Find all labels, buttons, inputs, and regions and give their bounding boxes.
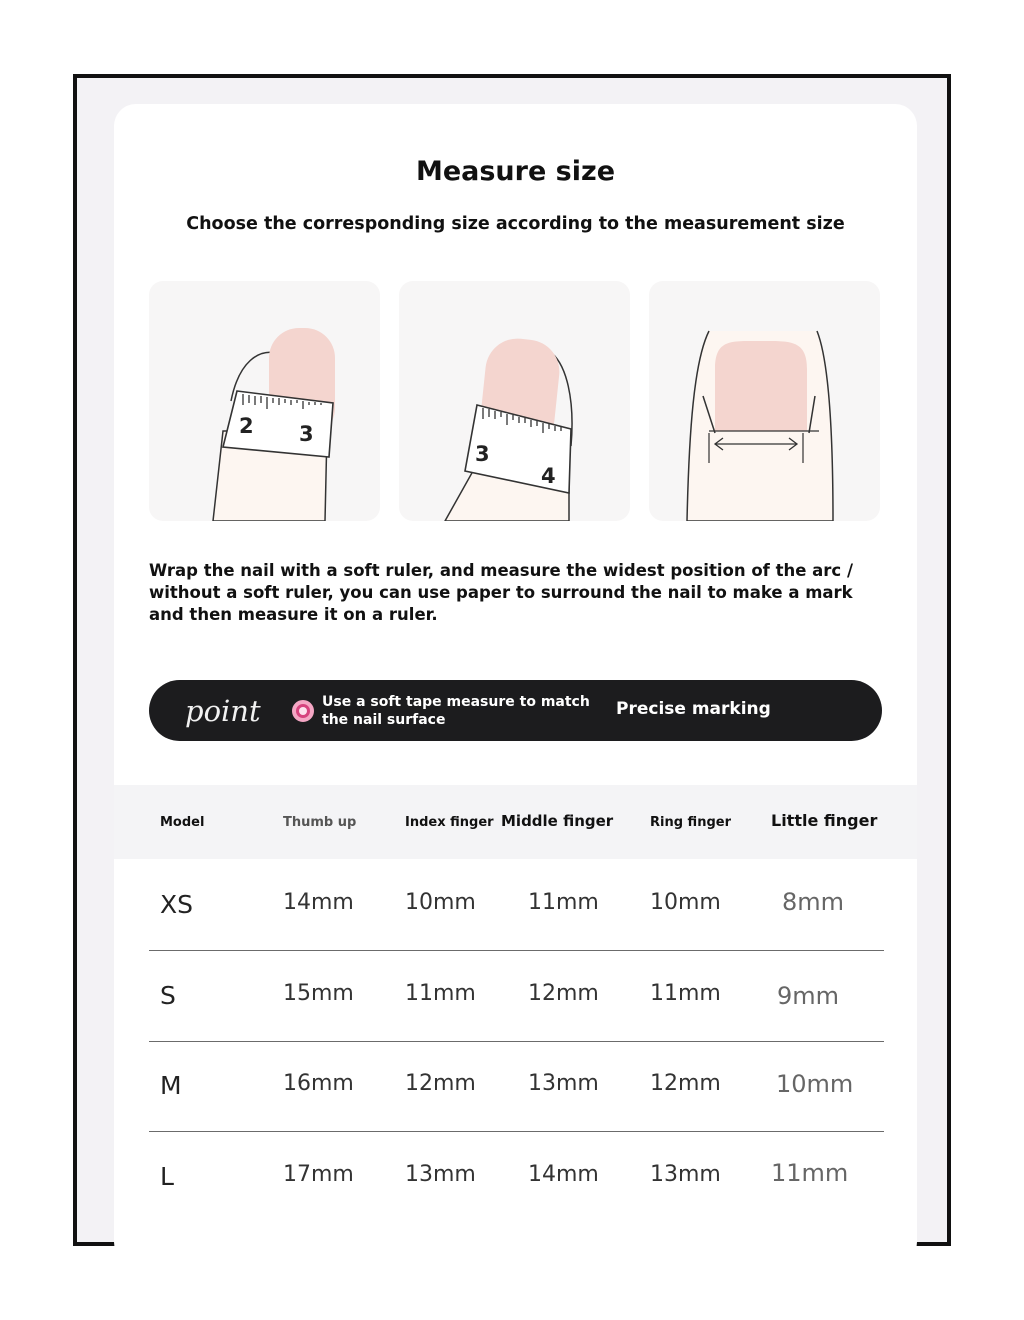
index-value: 12mm <box>405 1071 476 1096</box>
size-guide-card <box>114 104 917 1264</box>
thumb-value: 14mm <box>283 890 354 915</box>
tape-wrapped-finger-icon <box>149 281 380 521</box>
table-row <box>149 1132 884 1222</box>
table-row <box>149 1041 884 1131</box>
size-model: L <box>160 1162 174 1191</box>
ruler-number: 3 <box>299 422 314 446</box>
table-row <box>149 860 884 950</box>
column-header-index: Index finger <box>405 815 494 830</box>
little-value: 8mm <box>782 888 845 916</box>
page-title: Measure size <box>415 156 616 187</box>
page-subtitle: Choose the corresponding size according to the measurement size <box>186 214 845 234</box>
index-value: 13mm <box>405 1162 476 1187</box>
ruler-number: 2 <box>239 414 254 438</box>
page-frame <box>73 74 951 1246</box>
illustration-nail-width <box>649 281 880 521</box>
tip-banner <box>149 680 882 741</box>
table-row <box>149 951 884 1041</box>
bullet-dot-icon <box>292 700 314 722</box>
middle-value: 12mm <box>528 981 599 1006</box>
tip-label: point <box>185 694 261 728</box>
ruler-number: 3 <box>475 442 490 466</box>
middle-value: 11mm <box>528 890 599 915</box>
column-header-thumb: Thumb up <box>283 815 357 830</box>
column-header-model: Model <box>160 815 205 830</box>
tape-wrapped-finger-tilted-icon <box>399 281 630 521</box>
illustration-wrap-thumb <box>149 281 380 521</box>
size-model: S <box>160 981 176 1010</box>
size-model: XS <box>160 890 193 919</box>
index-value: 11mm <box>405 981 476 1006</box>
little-value: 11mm <box>771 1159 849 1187</box>
column-header-ring: Ring finger <box>650 815 731 830</box>
measurement-instructions: Wrap the nail with a soft ruler, and measure the widest position of the arc / without a soft ruler, you can use paper to surround the nail to make a mark and then measure it on a ruler. <box>149 561 853 624</box>
tip-note: Use a soft tape measure to match the nail surface <box>322 694 590 728</box>
middle-value: 14mm <box>528 1162 599 1187</box>
ruler-number: 4 <box>541 464 556 488</box>
index-value: 10mm <box>405 890 476 915</box>
little-value: 9mm <box>777 982 840 1010</box>
illustration-wrap-index <box>399 281 630 521</box>
column-header-little: Little finger <box>771 811 878 830</box>
ring-value: 12mm <box>650 1071 721 1096</box>
ring-value: 11mm <box>650 981 721 1006</box>
thumb-value: 16mm <box>283 1071 354 1096</box>
size-table-header <box>114 785 917 859</box>
thumb-value: 15mm <box>283 981 354 1006</box>
column-header-middle: Middle finger <box>501 812 614 830</box>
thumb-value: 17mm <box>283 1162 354 1187</box>
middle-value: 13mm <box>528 1071 599 1096</box>
ring-value: 13mm <box>650 1162 721 1187</box>
little-value: 10mm <box>776 1070 854 1098</box>
nail-width-arrow-icon <box>649 281 880 521</box>
ring-value: 10mm <box>650 890 721 915</box>
tip-mark: Precise marking <box>616 699 771 719</box>
size-model: M <box>160 1071 182 1100</box>
